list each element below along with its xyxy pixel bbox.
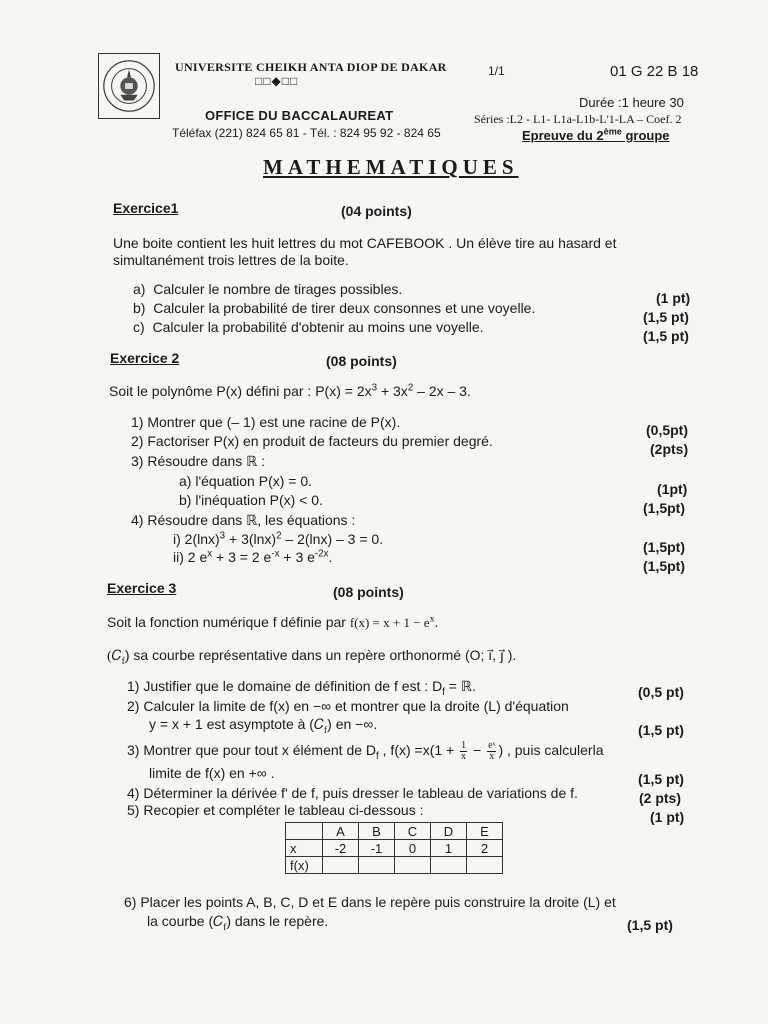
- values-table: [285, 822, 503, 874]
- exercise1-item-b-points: (1,5 pt): [643, 309, 689, 325]
- contact-info: Téléfax (221) 824 65 81 - Tél. : 824 95 92 - 824 65: [172, 126, 441, 140]
- header-ornament: □□◆□□: [255, 74, 299, 88]
- exercise3-q2-points: (1,5 pt): [638, 722, 684, 738]
- page-title: MATHEMATIQUES: [263, 155, 519, 179]
- table-cell: -2: [323, 840, 359, 857]
- table-cell: [323, 857, 359, 874]
- table-cell: A: [323, 823, 359, 840]
- exercise3-curve-intro: (𝐶$_f$) sa courbe représentative dans un repère orthonormé (O; i⃗, j⃗ ).: [107, 647, 517, 667]
- exercise2-q3b: b) l'inéquation P(x) < 0.: [179, 492, 323, 508]
- table-cell: 2: [467, 840, 503, 857]
- table-cell: C: [395, 823, 431, 840]
- table-row: [286, 840, 503, 857]
- exercise1-intro-line2: simultanément trois lettres de la boite.: [113, 252, 349, 268]
- exercise2-title: Exercice 2: [110, 350, 180, 366]
- university-seal-logo: [98, 53, 160, 119]
- exercise2-q3b-points: (1,5pt): [643, 500, 685, 516]
- exam-duration: Durée :1 heure 30: [579, 95, 684, 110]
- exercise3-q6-points: (1,5 pt): [627, 917, 673, 933]
- exercise3-title: Exercice 3: [107, 580, 177, 596]
- table-cell: D: [431, 823, 467, 840]
- exercise3-q3-points: (1,5 pt): [638, 771, 684, 787]
- exam-code: 01 G 22 B 18: [610, 63, 699, 80]
- table-cell: [431, 857, 467, 874]
- exercise3-q2-line2: y = x + 1 est asymptote à (𝐶$_f$) en −∞.: [149, 716, 378, 736]
- table-cell: B: [359, 823, 395, 840]
- fraction-1-over-x: $\frac{1}{x}$: [461, 740, 467, 762]
- exercise2-q1: 1) Montrer que (– 1) est une racine de P(x).: [131, 414, 401, 430]
- exercise2-q3a-points: (1pt): [657, 481, 688, 497]
- table-row: [286, 857, 503, 874]
- office-name: OFFICE DU BACCALAUREAT: [205, 108, 394, 123]
- exercise2-q3: 3) Résoudre dans ℝ :: [131, 453, 266, 469]
- exercise3-q5: 5) Recopier et compléter le tableau ci-dessous :: [127, 802, 424, 818]
- fraction-ex-over-x: $\frac{\text{eˣ}}{x}$: [488, 740, 496, 762]
- exercise2-q4: 4) Résoudre dans ℝ, les équations :: [131, 512, 356, 528]
- exercise1-item-a-points: (1 pt): [656, 290, 691, 306]
- exercise3-q4-points: (2 pts): [639, 790, 681, 806]
- exercise3-q5-points: (1 pt): [650, 809, 685, 825]
- table-cell: 0: [395, 840, 431, 857]
- exercise1-item-a: a) Calculer le nombre de tirages possibles.: [133, 281, 403, 297]
- exercise2-q4-i: i) $2(\ln x)^3 + 3(\ln x)^2 - 2(\ln x) - 3 = 0$.: [173, 530, 384, 547]
- exercise3-q1: 1) Justifier que le domaine de définition de f est : $D_f$ = ℝ.: [127, 678, 476, 698]
- university-name: UNIVERSITE CHEIKH ANTA DIOP DE DAKAR: [175, 60, 447, 74]
- exercise1-title: Exercice1: [113, 200, 179, 216]
- exercise2-q3a: a) l'équation P(x) = 0.: [179, 473, 313, 489]
- exercise2-q2: 2) Factoriser P(x) en produit de facteurs du premier degré.: [131, 433, 493, 449]
- exercise2-intro: Soit le polynôme P(x) défini par : $P(x) = 2x^3 + 3x^2 - 2x - 3$.: [109, 382, 471, 399]
- exercise2-q2-points: (2pts): [650, 441, 689, 457]
- exam-group: Epreuve du 2ème groupe: [522, 126, 670, 143]
- exercise2-q4-i-points: (1,5pt): [643, 539, 685, 555]
- table-cell: [359, 857, 395, 874]
- table-cell: [467, 857, 503, 874]
- exercise3-q2-line1: 2) Calculer la limite de f(x) en −∞ et montrer que la droite (L) d'équation: [127, 698, 569, 714]
- exercise1-intro-line1: Une boite contient les huit lettres du mot CAFEBOOK . Un élève tire au hasard et: [113, 235, 617, 251]
- page-number: 1/1: [488, 64, 505, 78]
- exercise2-q1-points: (0,5pt): [646, 422, 688, 438]
- table-cell: [286, 823, 323, 840]
- exercise2-q4-ii: ii) 2 $e^x + 3 = 2$ $e^{-x} + 3$ $e^{-2x}$.: [173, 548, 333, 565]
- exercise2-q4-ii-points: (1,5pt): [643, 558, 685, 574]
- exam-series: Séries :L2 - L1- L1a-L1b-L'1-LA – Coef. 2: [474, 112, 682, 126]
- table-cell: -1: [359, 840, 395, 857]
- table-cell: 1: [431, 840, 467, 857]
- exercise3-intro: Soit la fonction numérique f définie par $f(x) = x + 1 - e^x$.: [107, 613, 439, 630]
- exercise1-points: (04 points): [341, 203, 412, 219]
- exercise3-q6-line2: la courbe (𝐶$_f$) dans le repère.: [147, 913, 329, 933]
- table-row: [286, 823, 503, 840]
- table-cell: f(x): [286, 857, 323, 874]
- exercise1-item-b: b) Calculer la probabilité de tirer deux consonnes et une voyelle.: [133, 300, 536, 316]
- exercise3-q6-line1: 6) Placer les points A, B, C, D et E dans le repère puis construire la droite (L) et: [124, 894, 616, 910]
- exercise3-q4: 4) Déterminer la dérivée f' de f, puis dresser le tableau de variations de f.: [127, 785, 578, 801]
- exercise3-q3-line1: 3) Montrer que pour tout x élément de $D_f$ , f(x) =x(1 + $\frac{1}{x}$ − $\frac{\text{eˣ}}{x}$ ) , puis calculerla: [127, 740, 604, 762]
- exercise3-q1-points: (0,5 pt): [638, 684, 684, 700]
- table-cell: x: [286, 840, 323, 857]
- exercise1-item-c-points: (1,5 pt): [643, 328, 689, 344]
- exercise3-q3-line2: limite de f(x) en +∞ .: [149, 765, 275, 781]
- exercise2-points: (08 points): [326, 353, 397, 369]
- exercise3-points: (08 points): [333, 584, 404, 600]
- table-cell: [395, 857, 431, 874]
- exercise1-item-c: c) Calculer la probabilité d'obtenir au moins une voyelle.: [133, 319, 484, 335]
- table-cell: E: [467, 823, 503, 840]
